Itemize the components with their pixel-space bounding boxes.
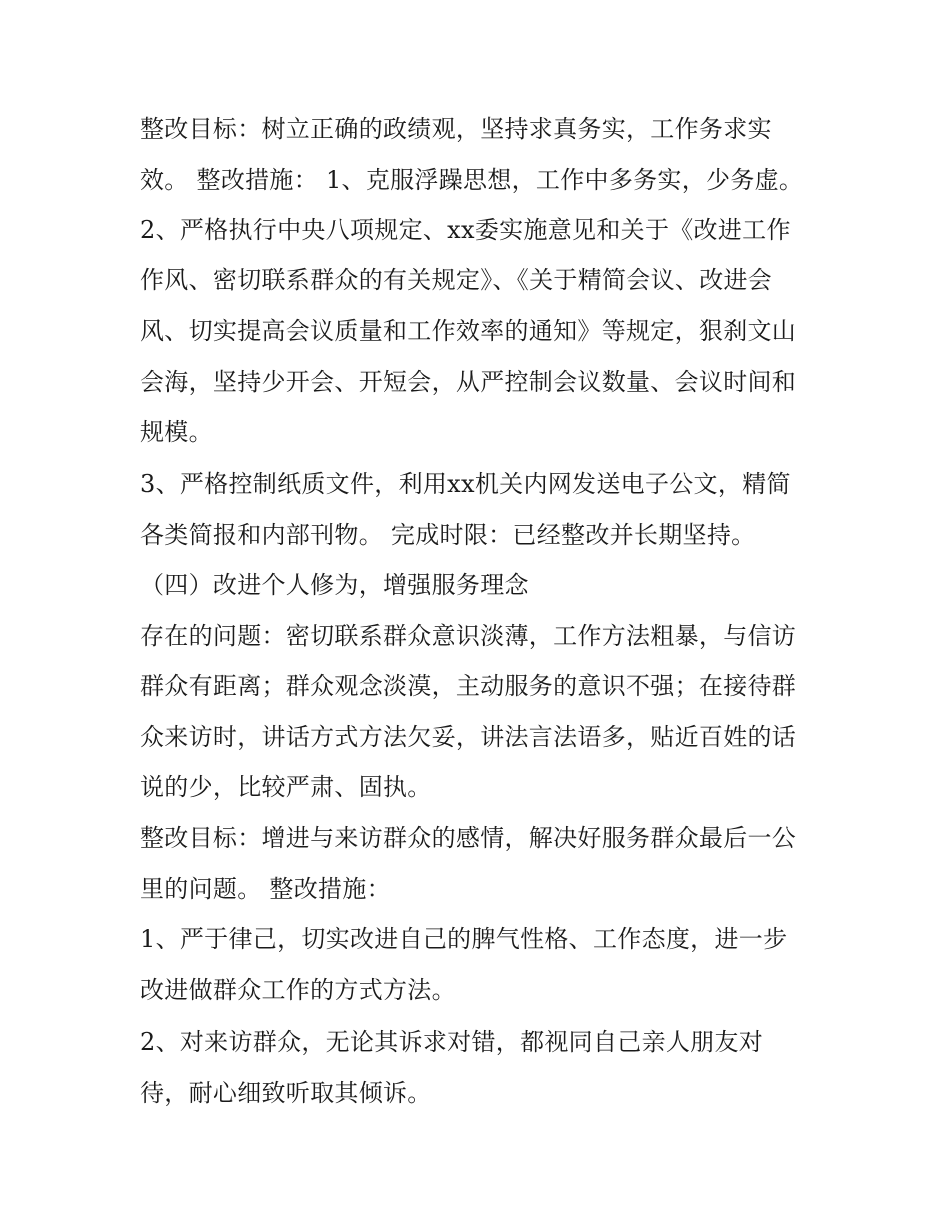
- text-line: 待，耐心细致听取其倾诉。: [140, 1079, 432, 1107]
- text-line: 群众有距离；群众观念淡漠，主动服务的意识不强；在接待群: [140, 672, 797, 700]
- text-line: 规模。: [140, 418, 213, 446]
- text-line: 会海，坚持少开会、开短会，从严控制会议数量、会议时间和: [140, 368, 797, 396]
- text-line: 1、严于律己，切实改进自己的脾气性格、工作态度，进一步: [140, 925, 788, 953]
- text-line: 改进做群众工作的方式方法。: [140, 976, 456, 1004]
- text-line: 整改目标：增进与来访群众的感情，解决好服务群众最后一公: [140, 824, 797, 852]
- text-line: 整改目标：树立正确的政绩观，坚持求真务实，工作务求实: [140, 115, 772, 143]
- section-heading: （四）改进个人修为，增强服务理念: [140, 571, 529, 599]
- text-line: 2、对来访群众，无论其诉求对错，都视同自己亲人朋友对: [140, 1028, 764, 1056]
- text-line: 效。 整改措施： 1、克服浮躁思想，工作中多务实，少务虚。: [140, 166, 804, 194]
- text-line: 存在的问题：密切联系群众意识淡薄，工作方法粗暴，与信访: [140, 622, 797, 650]
- text-line: 2、严格执行中央八项规定、xx委实施意见和关于《改进工作: [140, 216, 791, 244]
- text-line: 里的问题。 整改措施：: [140, 875, 391, 903]
- text-line: 说的少，比较严肃、固执。: [140, 773, 432, 801]
- text-line: 风、切实提高会议质量和工作效率的通知》等规定，狠刹文山: [140, 317, 797, 345]
- text-line: 各类简报和内部刊物。 完成时限：已经整改并长期坚持。: [140, 521, 756, 549]
- text-line: 众来访时，讲话方式方法欠妥，讲法言法语多，贴近百姓的话: [140, 723, 797, 751]
- text-line: 作风、密切联系群众的有关规定》、《关于精简会议、改进会: [140, 266, 773, 294]
- text-line: 3、严格控制纸质文件，利用xx机关内网发送电子公文，精简: [140, 470, 791, 498]
